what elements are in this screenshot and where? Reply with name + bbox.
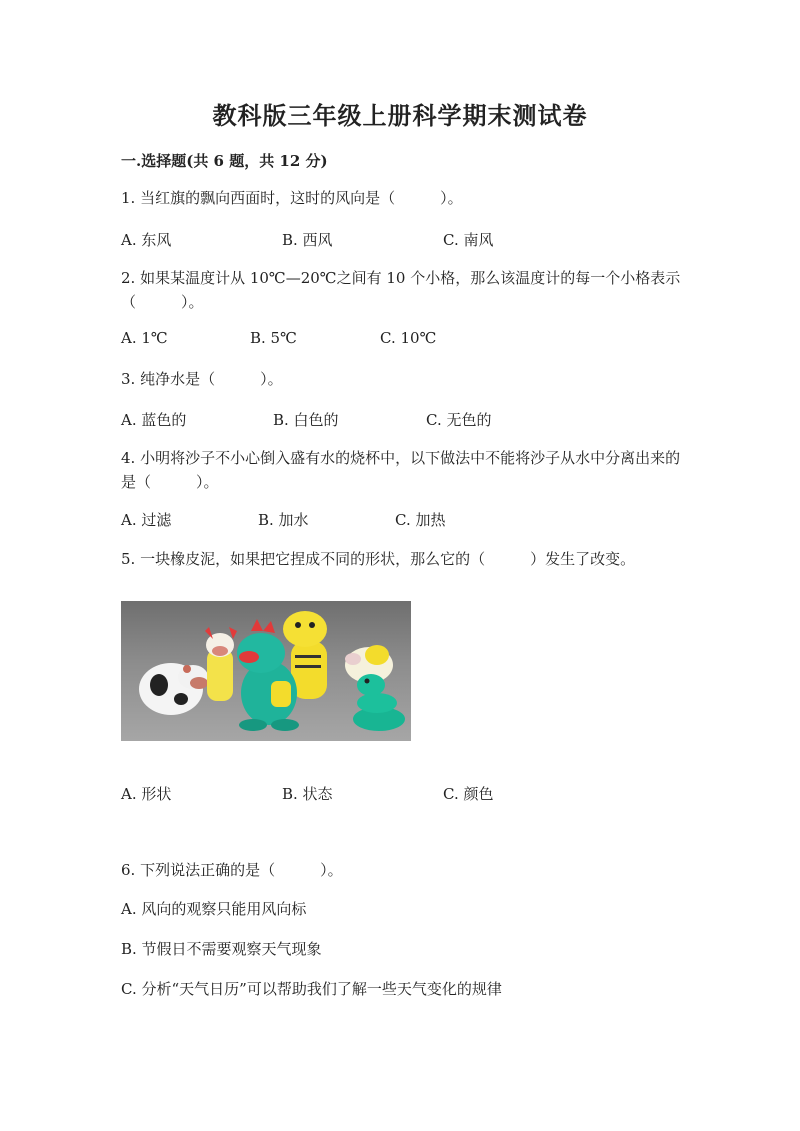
question-6: 6. 下列说法正确的是（ ）。 <box>121 861 343 879</box>
section-heading: 一.选择题(共 6 题，共 12 分) <box>121 152 328 170</box>
question-5: 5. 一块橡皮泥，如果把它捏成不同的形状，那么它的（ ）发生了改变。 <box>121 550 636 568</box>
q1-option-c[interactable]: C. 南风 <box>443 231 494 249</box>
question-1: 1. 当红旗的飘向西面时，这时的风向是（ ）。 <box>121 189 463 207</box>
clay-figures-photo <box>121 601 411 741</box>
q3-option-a[interactable]: A. 蓝色的 <box>121 411 187 429</box>
q2-option-b[interactable]: B. 5℃ <box>250 329 297 347</box>
page-title: 教科版三年级上册科学期末测试卷 <box>212 101 588 130</box>
q3-option-b[interactable]: B. 白色的 <box>273 411 339 429</box>
q5-option-c[interactable]: C. 颜色 <box>443 785 494 803</box>
question-3: 3. 纯净水是（ ）。 <box>121 370 283 388</box>
q2-option-a[interactable]: A. 1℃ <box>121 329 168 347</box>
q2-option-c[interactable]: C. 10℃ <box>380 329 437 347</box>
question-4: 4. 小明将沙子不小心倒入盛有水的烧杯中，以下做法中不能将沙子从水中分离出来的是（ ）。 <box>121 449 681 491</box>
q4-option-b[interactable]: B. 加水 <box>258 511 309 529</box>
q3-option-c[interactable]: C. 无色的 <box>426 411 492 429</box>
q1-option-a[interactable]: A. 东风 <box>121 231 172 249</box>
q4-option-a[interactable]: A. 过滤 <box>121 511 172 529</box>
q1-option-b[interactable]: B. 西风 <box>282 231 333 249</box>
q5-option-b[interactable]: B. 状态 <box>282 785 333 803</box>
q5-option-a[interactable]: A. 形状 <box>121 785 172 803</box>
q4-option-c[interactable]: C. 加热 <box>395 511 446 529</box>
q6-option-c[interactable]: C. 分析“天气日历”可以帮助我们了解一些天气变化的规律 <box>121 980 502 998</box>
q6-option-a[interactable]: A. 风向的观察只能用风向标 <box>121 900 307 918</box>
question-2: 2. 如果某温度计从 10℃—20℃之间有 10 个小格，那么该温度计的每一个小格表示（ ）。 <box>121 269 681 311</box>
q6-option-b[interactable]: B. 节假日不需要观察天气现象 <box>121 940 322 958</box>
